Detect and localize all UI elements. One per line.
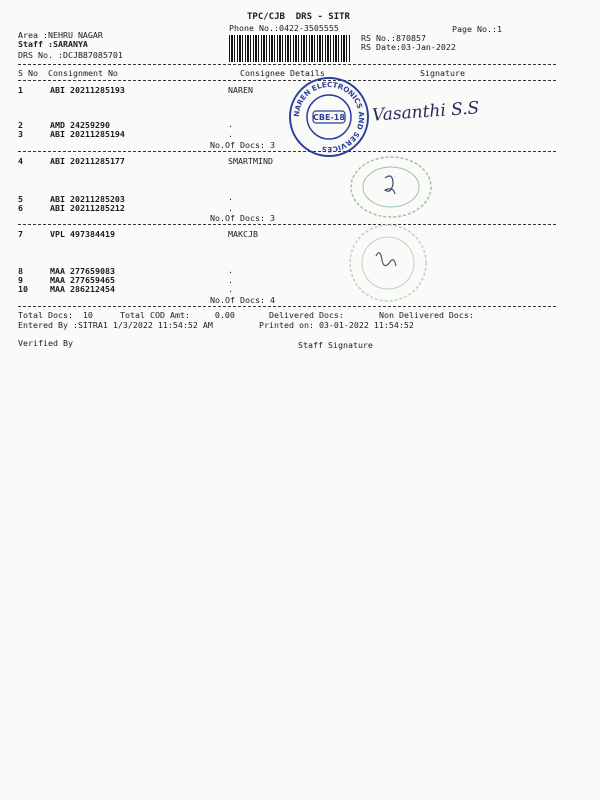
rule xyxy=(18,224,556,225)
stamp-code: CBE-18 xyxy=(313,113,345,122)
row-sno: 6 xyxy=(18,203,23,213)
row-sno: 5 xyxy=(18,194,23,204)
row-consignment: ABI 20211285203 xyxy=(50,194,125,204)
phone-number: Phone No.:0422-3505555 xyxy=(229,23,339,33)
row-consignment: AMD 24259290 xyxy=(50,120,110,130)
doc-count: No.Of Docs: 3 xyxy=(210,213,275,223)
dot: . xyxy=(228,265,233,275)
col-sno: S No xyxy=(18,68,38,78)
dot: . xyxy=(228,275,233,285)
row-sno: 4 xyxy=(18,156,23,166)
row-consignment: ABI 20211285212 xyxy=(50,203,125,213)
rs-number: RS No.:870857 xyxy=(361,33,426,43)
rule xyxy=(18,80,556,81)
rule xyxy=(18,306,556,307)
rule xyxy=(18,64,556,65)
dot: . xyxy=(228,192,233,202)
printed-on: Printed on: 03-01-2022 11:54:52 xyxy=(259,320,414,330)
row-consignment: MAA 277659083 xyxy=(50,266,115,276)
delivered-docs: Delivered Docs: xyxy=(269,310,344,320)
row-consignment: ABI 20211285193 xyxy=(50,85,125,95)
total-cod-amount: Total COD Amt: 0.00 xyxy=(120,310,235,320)
row-consignment: MAA 277659465 xyxy=(50,275,115,285)
verified-by: Verified By xyxy=(18,338,73,348)
consignee-name: SMARTMIND xyxy=(228,156,273,166)
drs-number: DRS No. :DCJB87085701 xyxy=(18,50,123,60)
barcode xyxy=(229,35,351,62)
staff-signature: Staff Signature xyxy=(298,340,373,350)
row-sno: 3 xyxy=(18,129,23,139)
handwritten-signature: Vasanthi S.S xyxy=(371,98,480,126)
area: Area :NEHRU NAGAR xyxy=(18,30,103,40)
dot: . xyxy=(228,129,233,139)
col-consignment: Consignment No xyxy=(48,68,118,78)
row-sno: 7 xyxy=(18,229,23,239)
row-consignment: VPL 497384419 xyxy=(50,229,115,239)
col-signature: Signature xyxy=(420,68,465,78)
row-sno: 9 xyxy=(18,275,23,285)
row-sno: 10 xyxy=(18,284,28,294)
dot: . xyxy=(228,284,233,294)
row-sno: 2 xyxy=(18,120,23,130)
staff: Staff :SARANYA xyxy=(18,39,88,49)
row-consignment: ABI 20211285177 xyxy=(50,156,125,166)
faint-stamp xyxy=(349,154,433,220)
col-consignee: Consignee Details xyxy=(240,68,325,78)
entered-by: Entered By :SITRA1 1/3/2022 11:54:52 AM xyxy=(18,320,213,330)
report-title: TPC/CJB DRS - SITR xyxy=(247,12,350,22)
doc-count: No.Of Docs: 4 xyxy=(210,295,275,305)
dot: . xyxy=(228,203,233,213)
total-docs: Total Docs: 10 xyxy=(18,310,93,320)
row-consignment: ABI 20211285194 xyxy=(50,129,125,139)
dot: . xyxy=(228,119,233,129)
company-stamp xyxy=(288,76,370,158)
doc-count: No.Of Docs: 3 xyxy=(210,140,275,150)
row-sno: 8 xyxy=(18,266,23,276)
page-number: Page No.:1 xyxy=(452,24,502,34)
stamp-ring-text: NAREN ELECTRONICS AND SERVICES xyxy=(291,79,367,155)
consignee-name: NAREN xyxy=(228,85,253,95)
consignee-name: MAKCJB xyxy=(228,229,258,239)
row-consignment: MAA 286212454 xyxy=(50,284,115,294)
rs-date: RS Date:03-Jan-2022 xyxy=(361,42,456,52)
rule xyxy=(18,151,556,152)
non-delivered-docs: Non Delivered Docs: xyxy=(379,310,474,320)
faint-stamp xyxy=(338,222,438,304)
row-sno: 1 xyxy=(18,85,23,95)
